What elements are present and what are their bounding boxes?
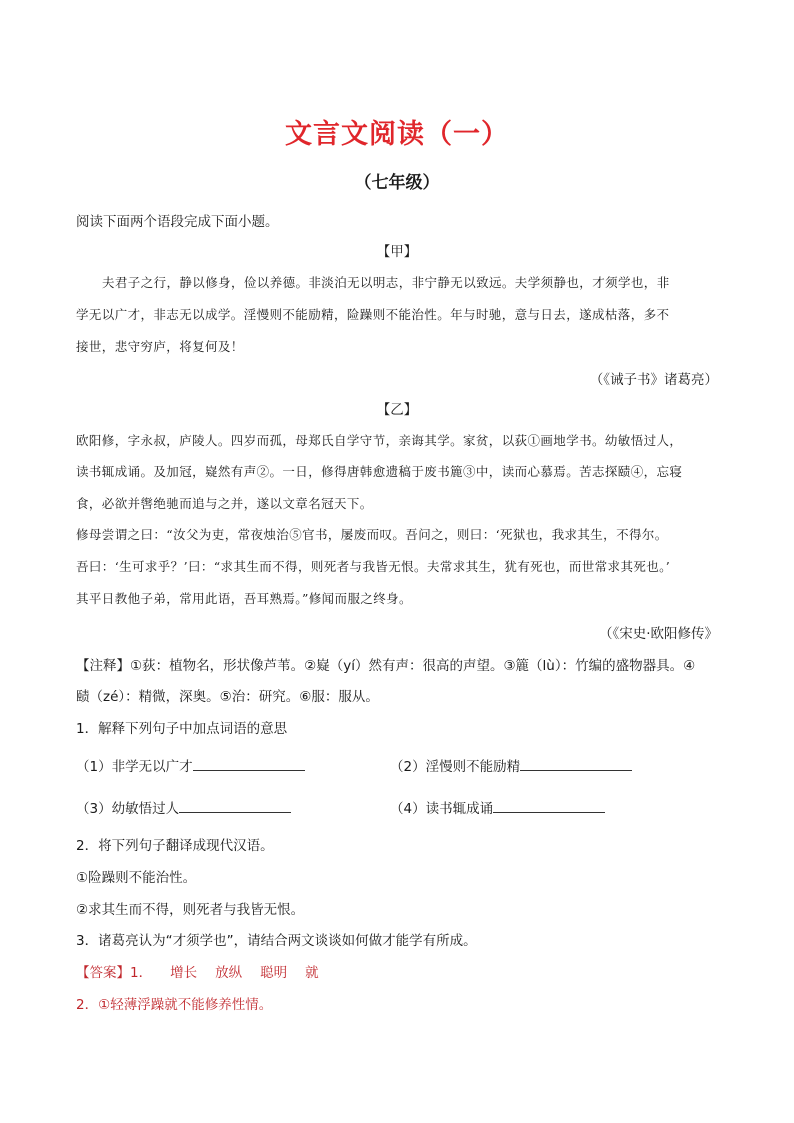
answer-line-2 [76, 993, 272, 1013]
answer-label: 【答案】1． [76, 965, 153, 981]
answer-number: 2． [76, 997, 99, 1013]
answer-blank[interactable] [493, 798, 605, 813]
passage-b-line: 欧阳修，字永叔，庐陵人。四岁而孤，母郑氏自学守节，亲诲其学。家贫，以荻①画地学书。幼敏悟过人， [76, 433, 683, 448]
question-1-item [76, 755, 305, 775]
passage-b-line: 读书辄成诵。及加冠，嶷然有声②。一日，修得唐韩愈遗稿于废书簏③中，读而心慕焉。苦志探赜④，忘寝 [76, 464, 683, 479]
passage-b-line: 修母尝谓之曰：“汝父为吏，常夜烛治⑤官书，屡废而叹。吾问之，则曰：‘死狱也，我求其生，不得尔。 [76, 527, 668, 542]
question-1-item-text: （3）幼敏悟过人 [76, 801, 180, 817]
passage-a-line: 学无以广才，非志无以成学。淫慢则不能励精，险躁则不能治性。年与时驰，意与日去，遂成枯落，多不 [76, 307, 670, 322]
answer-blank[interactable] [179, 798, 291, 813]
question-1: 1．解释下列句子中加点词语的意思 [76, 721, 288, 737]
passage-b-heading: 【乙】 [376, 402, 418, 418]
answer-word: 放纵 [215, 965, 243, 981]
passage-b-line: 吾曰：‘生可求乎？’曰：“求其生而不得，则死者与我皆无恨。夫常求其生，犹有死也，而世常求其死也。’ [76, 559, 671, 574]
question-2: 2．将下列句子翻译成现代汉语。 [76, 838, 274, 854]
passage-a-source: （《诫子书》诸葛亮） [589, 372, 718, 388]
answer-blank[interactable] [520, 756, 632, 771]
page-title: 文言文阅读（一） [285, 119, 509, 150]
question-1-item [390, 755, 632, 775]
passage-a-line: 夫君子之行，静以修身，俭以养德。非淡泊无以明志，非宁静无以致远。夫学须静也，才须学也，非 [102, 275, 670, 290]
question-2-item: ①险躁则不能治性。 [76, 870, 197, 886]
answer-word: 就 [305, 965, 319, 981]
question-1-item [390, 797, 605, 817]
answer-blank[interactable] [193, 756, 305, 771]
question-1-item-text: （1）非学无以广才 [76, 759, 193, 775]
passage-b-line: 食，必欲并辔绝驰而追与之并，遂以文章名冠天下。 [76, 496, 373, 511]
answer-word: 增长 [170, 965, 198, 981]
passage-b-source: （《宋史·欧阳修传》 [598, 626, 718, 642]
question-1-item-text: （2）淫慢则不能励精 [390, 759, 521, 775]
intro-text: 阅读下面两个语段完成下面小题。 [76, 214, 279, 230]
question-2-item: ②求其生而不得，则死者与我皆无恨。 [76, 902, 305, 918]
answer-line-1 [76, 961, 319, 981]
answer-text: ①轻薄浮躁就不能修养性情。 [98, 997, 273, 1013]
passage-b-line: 其平日教他子弟，常用此语，吾耳熟焉。”修闻而服之终身。 [76, 591, 412, 606]
question-1-item [76, 797, 291, 817]
question-3: 3．诸葛亮认为“才须学也”，请结合两文谈谈如何做才能学有所成。 [76, 933, 477, 949]
passage-a-line: 接世，悲守穷庐，将复何及！ [76, 339, 244, 354]
question-1-item-text: （4）读书辄成诵 [390, 801, 494, 817]
notes-line: 赜（zé）：精微，深奥。⑤治：研究。⑥服：服从。 [76, 689, 379, 705]
passage-a-heading: 【甲】 [376, 244, 418, 260]
answer-word: 聪明 [260, 965, 288, 981]
grade-subtitle: （七年级） [354, 173, 440, 193]
notes-line: 【注释】①荻：植物名，形状像芦苇。②嶷（yí）然有声：很高的声望。③簏（lù）：竹编的盛物器具。④ [76, 658, 696, 674]
